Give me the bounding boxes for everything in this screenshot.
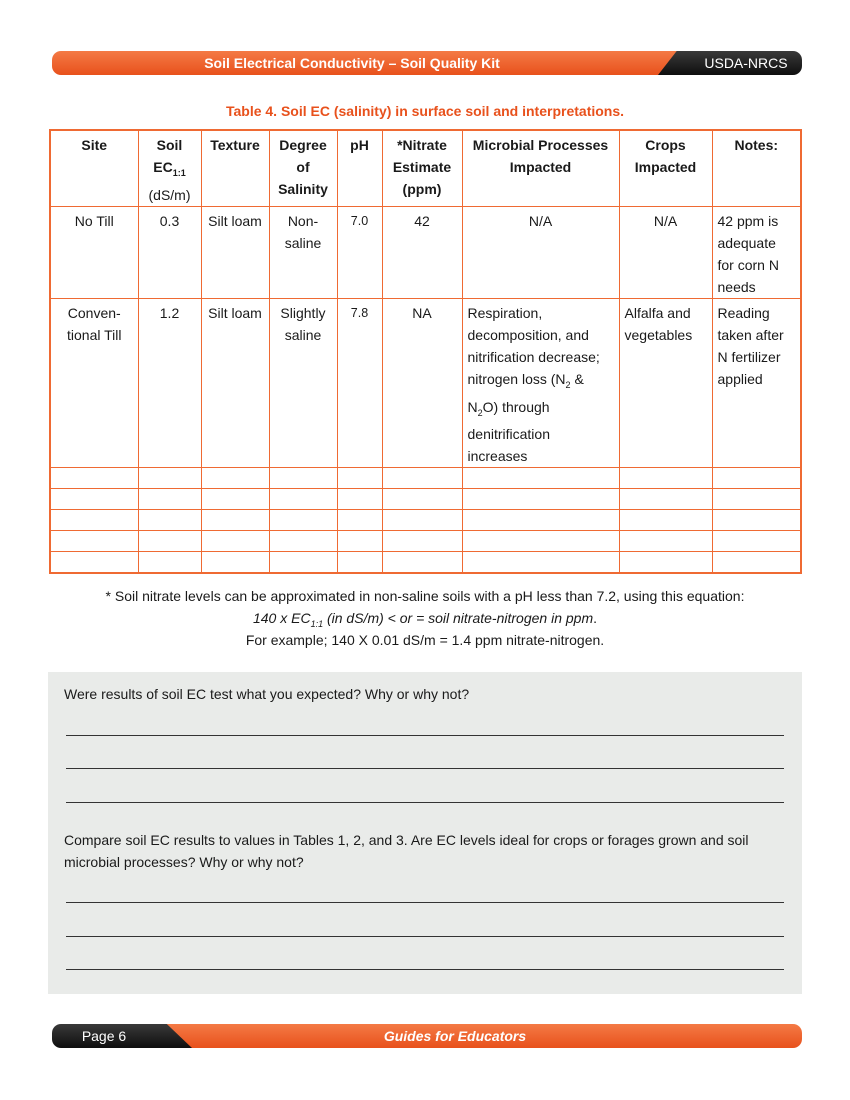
empty-cell[interactable]: [382, 468, 462, 489]
empty-cell[interactable]: [138, 489, 201, 510]
empty-cell[interactable]: [269, 531, 337, 552]
empty-cell[interactable]: [201, 531, 269, 552]
empty-cell[interactable]: [337, 510, 382, 531]
header-ec-subscript: 1:1: [172, 167, 186, 178]
empty-cell[interactable]: [50, 552, 138, 574]
empty-cell[interactable]: [50, 510, 138, 531]
table-row-empty: [50, 510, 801, 531]
empty-cell[interactable]: [382, 489, 462, 510]
footnote-example: For example; 140 X 0.01 dS/m = 1.4 ppm nitrate-nitrogen.: [245, 632, 605, 648]
question-1: Were results of soil EC test what you expected? Why or why not?: [64, 686, 470, 702]
empty-cell[interactable]: [619, 468, 712, 489]
answer-line[interactable]: [66, 902, 784, 903]
footnote-equation: [0, 610, 850, 629]
empty-cell[interactable]: [462, 468, 619, 489]
cell-ph: 7.8: [337, 298, 382, 468]
header-nitrate: *Nitrate Estimate (ppm): [382, 130, 462, 206]
empty-cell[interactable]: [382, 552, 462, 574]
empty-cell[interactable]: [201, 489, 269, 510]
empty-cell[interactable]: [337, 552, 382, 574]
empty-cell[interactable]: [269, 489, 337, 510]
soil-ec-table: [49, 129, 802, 574]
page-number: Page 6: [81, 1028, 127, 1044]
empty-cell[interactable]: [201, 552, 269, 574]
cell-ph: 7.0: [337, 206, 382, 298]
empty-cell[interactable]: [462, 552, 619, 574]
empty-cell[interactable]: [50, 489, 138, 510]
header-microbial: Microbial Processes Impacted: [462, 130, 619, 206]
header-soil-ec: [138, 130, 201, 206]
empty-cell[interactable]: [138, 468, 201, 489]
cell-notes: 42 ppm is adequate for corn N needs: [712, 206, 801, 298]
empty-cell[interactable]: [619, 489, 712, 510]
header-notes: Notes:: [712, 130, 801, 206]
cell-texture: Silt loam: [201, 206, 269, 298]
cell-salinity: Slightly saline: [269, 298, 337, 468]
empty-cell[interactable]: [382, 510, 462, 531]
equation-period: .: [593, 610, 597, 626]
table-row-empty: [50, 489, 801, 510]
table-caption: Table 4. Soil EC (salinity) in surface soil and interpretations.: [225, 103, 625, 119]
header-salinity: Degree of Salinity: [269, 130, 337, 206]
cell-ec: 1.2: [138, 298, 201, 468]
answer-line[interactable]: [66, 802, 784, 803]
cell-crops: N/A: [619, 206, 712, 298]
table-row-empty: [50, 468, 801, 489]
answer-line[interactable]: [66, 936, 784, 937]
cell-nitrate: 42: [382, 206, 462, 298]
empty-cell[interactable]: [712, 531, 801, 552]
footer-guide-title: Guides for Educators: [383, 1028, 527, 1044]
header-ec-line1: Soil: [156, 137, 183, 153]
empty-cell[interactable]: [619, 531, 712, 552]
cell-microbial: N/A: [462, 206, 619, 298]
answer-line[interactable]: [66, 969, 784, 970]
empty-cell[interactable]: [138, 510, 201, 531]
empty-cell[interactable]: [337, 489, 382, 510]
empty-cell[interactable]: [138, 531, 201, 552]
answer-line[interactable]: [66, 735, 784, 736]
footnote-line1: * Soil nitrate levels can be approximated in non-saline soils with a pH less than 7.2, using this equation:: [105, 588, 745, 604]
header-texture: Texture: [201, 130, 269, 206]
equation-part-a: 140 x EC: [252, 610, 311, 626]
cell-crops: Alfalfa and vegetables: [619, 298, 712, 468]
table-row-empty: [50, 552, 801, 574]
table-row-empty: [50, 531, 801, 552]
header-crops: Crops Impacted: [619, 130, 712, 206]
empty-cell[interactable]: [337, 468, 382, 489]
empty-cell[interactable]: [269, 468, 337, 489]
empty-cell[interactable]: [201, 468, 269, 489]
empty-cell[interactable]: [138, 552, 201, 574]
empty-cell[interactable]: [269, 552, 337, 574]
cell-ec: 0.3: [138, 206, 201, 298]
microbial-text-e: O) through denitrification increases: [467, 398, 550, 465]
empty-cell[interactable]: [50, 468, 138, 489]
microbial-text-c: & N: [467, 370, 584, 415]
subscript: 2: [565, 379, 571, 390]
equation-part-b: (in dS/m) < or = soil nitrate-nitrogen in ppm: [323, 610, 594, 626]
empty-cell[interactable]: [382, 531, 462, 552]
cell-site: Conven-tional Till: [50, 298, 138, 468]
empty-cell[interactable]: [712, 468, 801, 489]
empty-cell[interactable]: [201, 510, 269, 531]
cell-notes: Reading taken after N fertilizer applied: [712, 298, 801, 468]
header-site: Site: [50, 130, 138, 206]
empty-cell[interactable]: [269, 510, 337, 531]
empty-cell[interactable]: [462, 489, 619, 510]
cell-site: No Till: [50, 206, 138, 298]
cell-microbial: [462, 298, 619, 468]
cell-texture: Silt loam: [201, 298, 269, 468]
agency-label: USDA-NRCS: [704, 55, 788, 71]
equation-subscript: 1:1: [310, 618, 324, 629]
table-row: [50, 298, 801, 468]
table-header-row: [50, 130, 801, 206]
cell-salinity: Non-saline: [269, 206, 337, 298]
empty-cell[interactable]: [712, 510, 801, 531]
empty-cell[interactable]: [712, 552, 801, 574]
answer-line[interactable]: [66, 768, 784, 769]
microbial-text-a: Respiration, decomposition, and nitrification decrease; nitrogen loss (N: [467, 304, 600, 387]
document-title: Soil Electrical Conductivity – Soil Quality Kit: [204, 55, 500, 71]
subscript: 2: [477, 407, 483, 418]
empty-cell[interactable]: [712, 489, 801, 510]
empty-cell[interactable]: [50, 531, 138, 552]
empty-cell[interactable]: [619, 552, 712, 574]
header-ec-line2: EC: [153, 159, 173, 175]
header-ph: pH: [337, 130, 382, 206]
empty-cell[interactable]: [462, 510, 619, 531]
empty-cell[interactable]: [337, 531, 382, 552]
cell-nitrate: NA: [382, 298, 462, 468]
header-ec-unit: (dS/m): [148, 186, 191, 203]
empty-cell[interactable]: [462, 531, 619, 552]
empty-cell[interactable]: [619, 510, 712, 531]
question-2: Compare soil EC results to values in Tables 1, 2, and 3. Are EC levels ideal for crops or forages grown and soil microbial processes? Why or why not?: [64, 832, 749, 870]
table-row: [50, 206, 801, 298]
